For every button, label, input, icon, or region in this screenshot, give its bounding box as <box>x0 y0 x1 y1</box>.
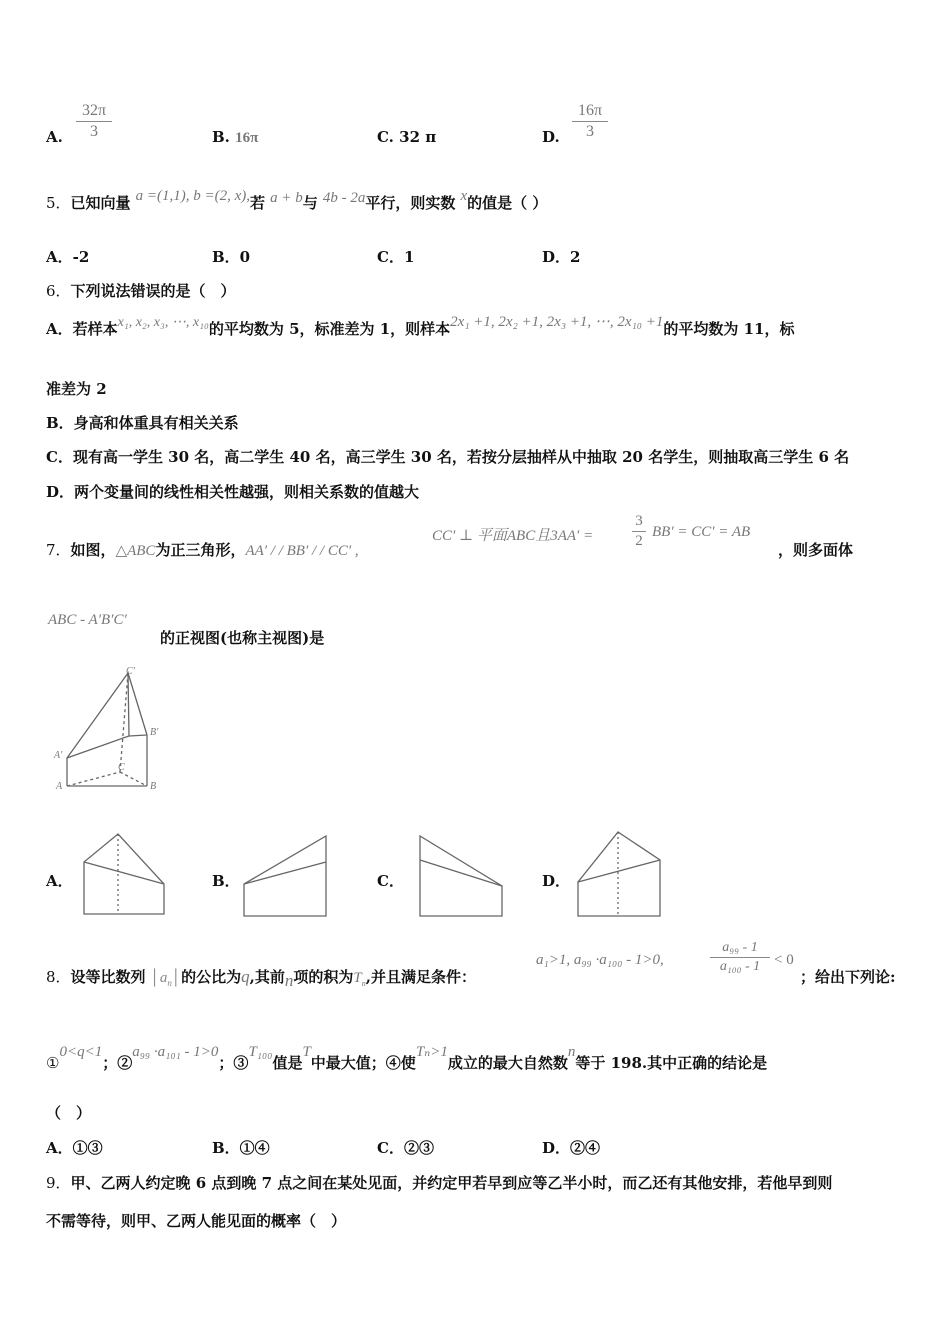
q7-stem <box>46 539 359 560</box>
q4-option-b <box>212 128 258 147</box>
q8-tn-t: T <box>353 970 362 986</box>
q7-number: 7． <box>46 541 71 559</box>
q7-option-c-view <box>418 834 504 918</box>
q8-text: 设等比数列 <box>70 968 146 986</box>
q8-fraction <box>710 940 770 975</box>
q8-c3-text2: 中最大值；④使 <box>310 1054 416 1072</box>
view-outline <box>420 836 502 916</box>
q4-option-d-label: D. <box>542 128 560 146</box>
q8-text: ,其前 <box>249 968 285 986</box>
q5-text: 若 <box>250 194 266 212</box>
q8-less-than: < 0 <box>774 952 794 968</box>
q5-math: x <box>460 188 468 204</box>
q6-option-b: B．身高和体重具有相关关系 <box>46 414 239 432</box>
q8-frac-den: a₁₀₀ - 1 <box>719 959 761 974</box>
q7-math: AA′ / / BB′ / / CC′ , <box>245 543 359 559</box>
q8-option-b: B．①④ <box>212 1139 270 1157</box>
fig-label-b: B <box>150 781 157 792</box>
q6-a-math: 2x₁ +1, 2x₂ +1, 2x₃ +1, ⋯, 2x₁₀ +1 <box>450 314 664 330</box>
q5-text: 平行，则实数 <box>365 194 456 212</box>
q9-stem-line1 <box>46 1172 832 1193</box>
fig-label-a-prime: A' <box>54 750 63 761</box>
view-edge <box>578 860 660 882</box>
fig-hidden-edge <box>67 772 120 786</box>
q8-c2-math: a₉₉ ·a₁₀₁ - 1>0 <box>132 1044 219 1060</box>
q4-d-numerator: 16π <box>577 102 603 119</box>
fig-hidden-edge <box>120 673 128 772</box>
q4-option-a-fraction <box>76 102 112 141</box>
q4-d-denominator: 3 <box>586 123 594 140</box>
fig-edge <box>128 673 147 735</box>
q4-option-d-fraction <box>572 102 608 141</box>
q6-text: 下列说法错误的是（ ） <box>70 282 236 300</box>
q8-stem <box>46 966 476 988</box>
q6-number: 6． <box>46 282 71 300</box>
fig-label-a: A <box>56 781 63 792</box>
fig-label-c-prime: C' <box>126 666 135 677</box>
q8-math-n: n <box>284 971 294 990</box>
view-edge <box>84 862 164 884</box>
q7-text-tail: ，则多面体 <box>778 541 854 559</box>
q5-option-c: C．1 <box>377 248 415 266</box>
q8-text: ,并且满足条件： <box>365 968 476 986</box>
view-outline <box>84 834 164 914</box>
q6-option-a <box>46 314 795 339</box>
q6-a-text: 的平均数为 5，标准差为 1，则样本 <box>208 320 451 338</box>
q8-option-d: D．②④ <box>542 1139 601 1157</box>
q5-option-d: D．2 <box>542 248 581 266</box>
q8-c4-math: Tₙ>1 <box>415 1044 448 1060</box>
view-edge <box>244 862 326 884</box>
q6-a-math: x₁, x₂, x₃, ⋯, x₁₀ <box>117 315 209 330</box>
q5-stem <box>46 188 548 222</box>
q5-option-b: B．0 <box>212 248 251 266</box>
q7-option-c-label: C． <box>377 872 404 890</box>
q5-text: 的值是（ ） <box>467 194 548 212</box>
q8-c3-math: T₁₀₀ <box>248 1044 273 1060</box>
fig-label-c: C <box>118 762 125 773</box>
q8-seq-a: a <box>159 970 168 986</box>
q5-text: 与 <box>302 194 318 212</box>
q8-frac-num: a₉₉ - 1 <box>722 940 758 955</box>
q8-c1-math: 0<q<1 <box>59 1044 103 1060</box>
q4-c-label: C. <box>377 128 394 146</box>
q5-math: a =(1,1), b =(2, x), <box>135 188 251 204</box>
q5-number: 5． <box>46 194 71 212</box>
q7-option-a-view <box>82 832 166 916</box>
q4-c-value: 32 π <box>399 128 437 146</box>
q7-option-b-view <box>242 834 328 918</box>
q7-option-d-label: D． <box>542 872 571 890</box>
q7-option-d-view <box>576 830 662 918</box>
q4-b-label: B. <box>212 128 230 146</box>
q7-math: △ABC <box>115 543 156 559</box>
q4-b-value: 16π <box>235 130 259 146</box>
q6-a-text: A．若样本 <box>46 320 118 338</box>
q7-condition-a: CC′ ⊥ 平面ABC且3AA′ = <box>432 528 594 544</box>
fig-label-b-prime: B' <box>150 727 159 738</box>
q5-text: 已知向量 <box>70 194 131 212</box>
q7-text-view: 的正视图(也称主视图)是 <box>160 629 325 647</box>
q8-c2: ；② <box>102 1054 133 1072</box>
q4-a-denominator: 3 <box>90 123 98 140</box>
q7-text: 为正三角形， <box>155 541 246 559</box>
q7-polyhedron: ABC - A′B′C′ <box>48 612 127 628</box>
q6-option-c: C．现有高一学生 30 名，高二学生 40 名，高三学生 30 名，若按分层抽样从中抽取 20 名学生，则抽取高三学生 6 名 <box>46 448 850 466</box>
q6-option-a-cont: 准差为 2 <box>46 380 107 398</box>
q7-frac-num: 3 <box>635 513 643 529</box>
q7-condition-b: BB′ = CC′ = AB <box>652 524 751 540</box>
q6-a-text: 的平均数为 11，标 <box>663 320 795 338</box>
q8-option-c: C．②③ <box>377 1139 434 1157</box>
q8-sequence: $│a_n│$ <box>150 970 182 988</box>
q8-c4-text: 成立的最大自然数 <box>447 1054 568 1072</box>
q9-stem-line2: 不需等待，则甲、乙两人能见面的概率（ ） <box>46 1212 347 1230</box>
q8-c4-math2: n <box>567 1044 576 1060</box>
q8-text: 的公比为 <box>181 968 242 986</box>
q8-c3-math2: T <box>302 1044 311 1060</box>
q8-math-q: q <box>241 967 250 986</box>
q8-option-a: A．①③ <box>46 1139 103 1157</box>
q8-number: 8． <box>46 968 71 986</box>
q4-option-a-label: A. <box>46 128 63 146</box>
q7-frac-den: 2 <box>635 533 643 549</box>
q8-c1: ① <box>46 1054 60 1072</box>
view-outline <box>578 832 660 916</box>
view-edge <box>420 860 502 886</box>
q9-number: 9． <box>46 1174 71 1192</box>
q7-option-a-label: A． <box>46 872 73 890</box>
q8-c3-text: 值是 <box>272 1054 303 1072</box>
q5-option-a: A．-2 <box>46 248 90 266</box>
q8-c3: ；③ <box>218 1054 249 1072</box>
q8-text-tail: ；给出下列论: <box>800 968 896 986</box>
q7-fraction <box>632 513 646 550</box>
q9-text: 甲、乙两人约定晚 6 点到晚 7 点之间在某处见面，并约定甲若早到应等乙半小时，而乙还有其他安排，若他早到则 <box>70 1174 833 1192</box>
fig-hidden-edge <box>120 772 147 786</box>
q7-text: 如图， <box>70 541 116 559</box>
q8-seq-sub: n <box>167 978 172 988</box>
q5-math: a + b <box>270 190 303 206</box>
q4-option-c <box>377 128 436 146</box>
q7-option-b-label: B． <box>212 872 240 890</box>
q8-condition: a₁>1, a₉₉ ·a₁₀₀ - 1>0, <box>536 952 664 968</box>
q8-text: 项的积为 <box>293 968 354 986</box>
q8-math-tn <box>353 970 365 986</box>
view-outline <box>244 836 326 916</box>
fig-edge <box>129 735 147 736</box>
q6-stem <box>46 280 236 301</box>
q8-c4-text2: 等于 198.其中正确的结论是 <box>575 1054 768 1072</box>
q6-option-d: D．两个变量间的线性相关性越强，则相关系数的值越大 <box>46 483 420 501</box>
q8-tn-sub: n <box>361 979 366 988</box>
q5-math: 4b - 2a <box>322 190 366 206</box>
q8-answer-paren: （ ） <box>46 1104 92 1122</box>
q8-conclusions <box>46 1044 768 1073</box>
q4-a-numerator: 32π <box>81 102 107 119</box>
